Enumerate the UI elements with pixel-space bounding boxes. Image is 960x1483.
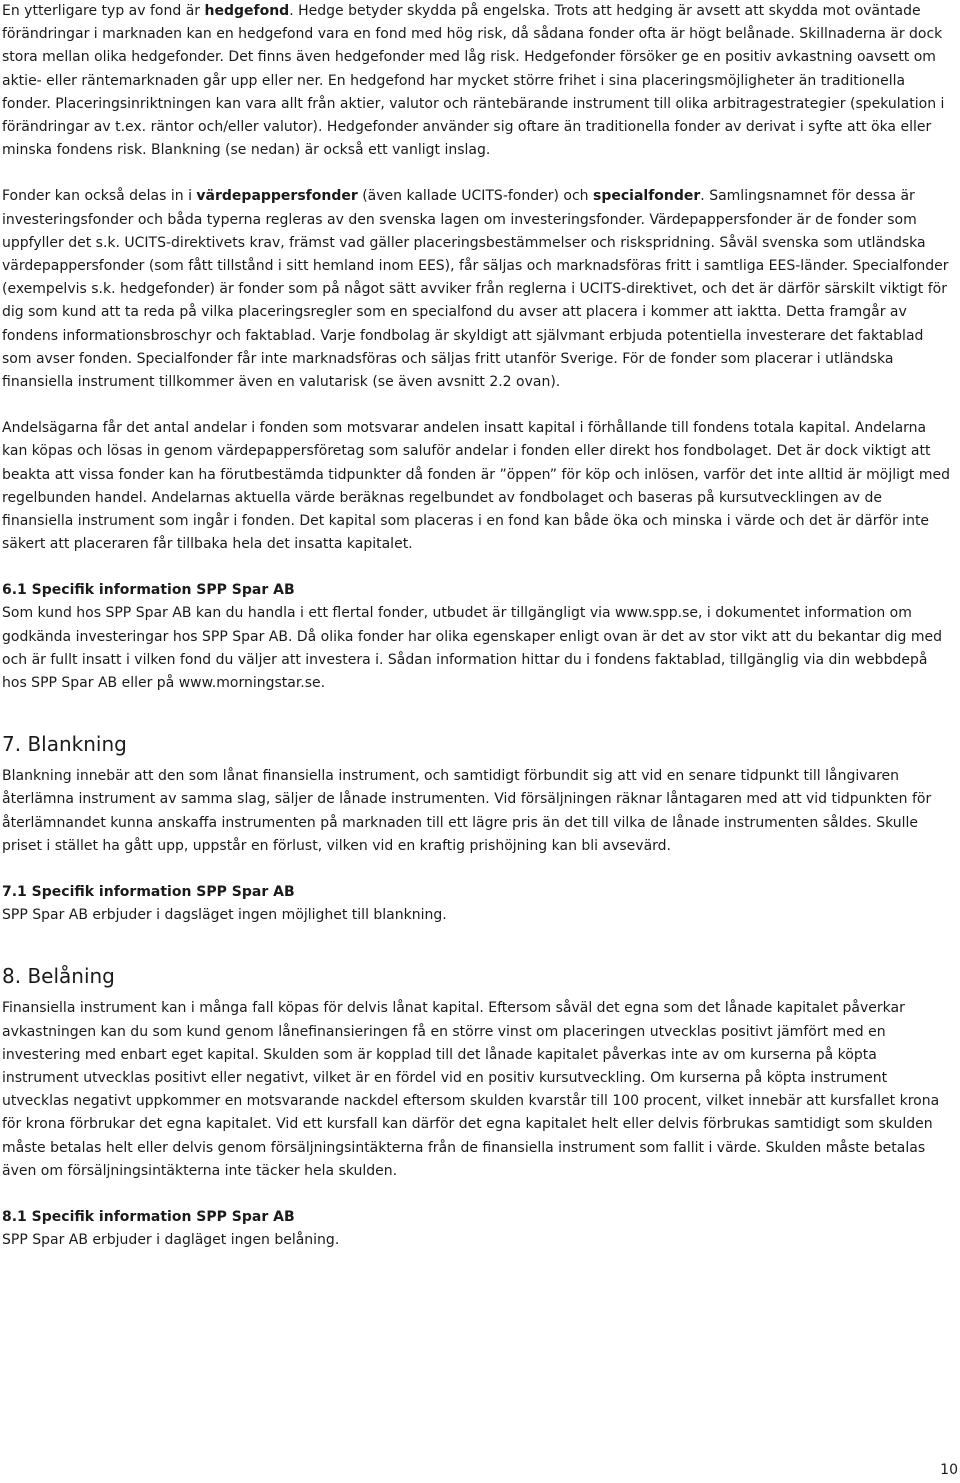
section-7-text: Blankning innebär att den som lånat finansiella instrument, och samtidigt förbundit sig att vid en senare tidpunkt till långivaren återlämna instrument av samma slag, säljer de lånade instrumenten. Vid försäljningen räknar låntagaren med att vid tidpunkten för återlämnandet kunna anskaffa instrumenten på marknaden till ett lägre pris än det till vilka de lånade instrumenten såldes. Skulle priset i stället ha gått upp, uppstår en förlust, vilken vid en kraftig prishöjning kan bli avsevärd. <box>2 768 932 854</box>
section-7-1-text: SPP Spar AB erbjuder i dagsläget ingen möjlighet till blankning. <box>2 907 447 924</box>
fondtyper-paragraph <box>2 185 954 394</box>
page-number: 10 <box>940 1462 958 1478</box>
text-run: . Samlingsnamnet för dessa är investeringsfonder och båda typerna regleras av den svenska lagen om investeringsfonder. Värdepappersfonder är de fonder som uppfyller det s.k. UCITS-direktivets krav, främst vad gäller placeringsbestämmelser och riskspridning. Såväl svenska som utländska värdepappersfonder (som fått tillstånd i sitt hemland inom EES), får säljas och marknadsföras fritt i samtliga EES-länder. Specialfonder (exempelvis s.k. hedgefonder) är fonder som på något sätt avviker från reglerna i UCITS-direktivet, och det är därför särskilt viktigt för dig som kund att ta reda på vilka placeringsregler som en specialfond du avser att placera i kommer att iaktta. Detta framgår av fondens informationsbroschyr och faktablad. Varje fondbolag är skyldigt att självmant erbjuda potentiella investerare det faktablad som avser fonden. Specialfonder får inte marknadsföras och säljas fritt utanför Sverige. För de fonder som placerar i utländska finansiella instrument tillkommer även en valutarisk (se även avsnitt 2.2 ovan). <box>2 188 949 391</box>
section-7-1-heading: 7.1 Specifik information SPP Spar AB <box>2 884 295 901</box>
term-specialfonder: specialfonder <box>593 188 701 205</box>
text-run: Fonder kan också delas in i <box>2 188 197 205</box>
term-vardepappersfonder: värdepappersfonder <box>196 188 358 205</box>
section-6-1-heading: 6.1 Specifik information SPP Spar AB <box>2 582 295 599</box>
section-7-heading: 7. Blankning <box>2 732 127 757</box>
text-run: (även kallade UCITS-fonder) och <box>357 188 593 205</box>
hedgefond-paragraph <box>2 0 954 162</box>
section-8-text: Finansiella instrument kan i många fall köpas för delvis lånat kapital. Eftersom såväl det egna som det lånade kapitalet påverkar avkastningen kan du som kund genom lånefinansieringen få en större vinst om placeringen utvecklas positivt jämfört med en investering med enbart eget kapital. Skulden som är kopplad till det lånade kapitalet påverkas inte av om kurserna på köpta instrument utvecklas positivt eller negativt, vilket är en fördel vid en positiv kursutveckling. Om kurserna på köpta instrument utvecklas negativt uppkommer en motsvarande nackdel eftersom skulden kvarstår till 100 procent, vilket innebär att kursfallet krona för krona förbrukar det egna kapitalet. Vid ett kursfall kan därför det egna kapitalet helt eller delvis förbrukas samtidigt som skulden måste betalas helt eller delvis genom försäljningsintäkterna från de finansiella instrument som fallit i värde. Skulden måste betalas även om försäljningsintäkterna inte täcker hela skulden. <box>2 1000 940 1179</box>
section-8-1-text: SPP Spar AB erbjuder i dagläget ingen belåning. <box>2 1231 340 1248</box>
section-8-heading: 8. Belåning <box>2 964 115 989</box>
text-run: . Hedge betyder skydda på engelska. Trots att hedging är avsett att skydda mot oväntade förändringar i marknaden kan en hedgefond vara en fond med hög risk, då sådana fonder ofta är högt belånade. Skillnaderna är dock stora mellan olika hedgefonder. Det finns även hedgefonder med låg risk. Hedgefonder försöker ge en positiv avkastning oavsett om aktie- eller räntemarknaden går upp eller ner. En hedgefond har mycket större frihet i sina placeringsmöjligheter än traditionella fonder. Placeringsinriktningen kan vara allt från aktier, valutor och räntebärande instrument till olika arbitragestrategier (spekulation i förändringar av t.ex. räntor och/eller valutor). Hedgefonder använder sig oftare än traditionella fonder av derivat i syfte att öka eller minska fondens risk. Blankning (se nedan) är också ett vanligt inslag. <box>2 3 945 159</box>
section-8-1-heading: 8.1 Specifik information SPP Spar AB <box>2 1208 295 1225</box>
document-page <box>2 0 954 1252</box>
section-6-1-text: Som kund hos SPP Spar AB kan du handla i ett flertal fonder, utbudet är tillgängligt via www.spp.se, i dokumentet information om godkända investeringar hos SPP Spar AB. Då olika fonder har olika egenskaper enligt ovan är det av stor vikt att du bekantar dig med och är fullt insatt i vilken fond du väljer att investera i. Sådan information hittar du i fondens faktablad, tillgänglig via din webbdepå hos SPP Spar AB eller på www.morningstar.se. <box>2 605 943 692</box>
text-run: En ytterligare typ av fond är <box>2 3 205 19</box>
term-hedgefond: hedgefond <box>204 3 290 19</box>
andelsagare-paragraph: Andelsägarna får det antal andelar i fonden som motsvarar andelen insatt kapital i förhållande till fondens totala kapital. Andelarna kan köpas och lösas in genom värdepappersföretag som saluför andelar i fonden eller direkt hos fondbolaget. Det är dock viktigt att beakta att vissa fonder kan ha förutbestämda tidpunkter då fonden är ”öppen” för köp och inlösen, varför det inte alltid är möjligt med regelbunden handel. Andelarnas aktuella värde beräknas regelbundet av fondbolaget och baseras på kursutvecklingen av de finansiella instrument som ingår i fonden. Det kapital som placeras i en fond kan både öka och minska i värde och det är därför inte säkert att placeraren får tillbaka hela det insatta kapitalet. <box>2 420 950 553</box>
